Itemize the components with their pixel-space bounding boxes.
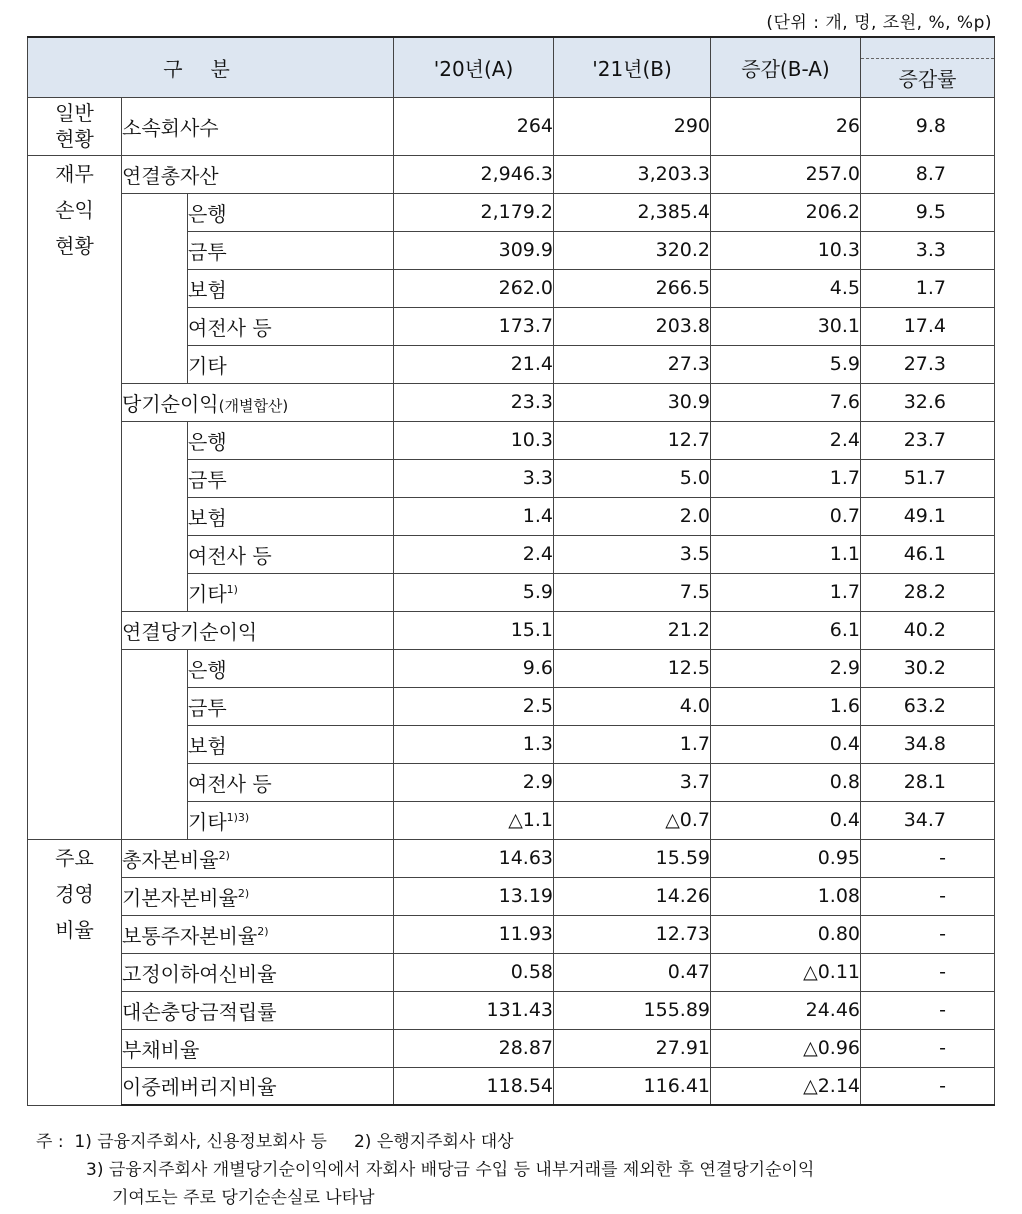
value-rate: - <box>861 839 995 877</box>
value-2021: 2,385.4 <box>554 193 711 231</box>
value-2020: 21.4 <box>394 345 554 383</box>
row-label: 대손충당금적립률 <box>122 991 394 1029</box>
value-rate: - <box>861 915 995 953</box>
row-label: 여전사 등 <box>188 307 394 345</box>
row-label: 보험 <box>188 269 394 307</box>
value-2020: 5.9 <box>394 573 554 611</box>
indent-spacer <box>122 193 188 383</box>
value-2021: 203.8 <box>554 307 711 345</box>
value-change: 26 <box>711 97 861 155</box>
value-2021: 2.0 <box>554 497 711 535</box>
footnote-ref: 2) <box>218 848 230 862</box>
value-2020: 264 <box>394 97 554 155</box>
value-2020: 0.58 <box>394 953 554 991</box>
value-2021: 7.5 <box>554 573 711 611</box>
unit-label: (단위 : 개, 명, 조원, %, %p) <box>766 13 992 33</box>
value-2021: 12.7 <box>554 421 711 459</box>
row-label: 은행 <box>188 649 394 687</box>
value-2021: 14.26 <box>554 877 711 915</box>
value-change: 0.4 <box>711 725 861 763</box>
section-general-line: 현황 <box>55 126 94 151</box>
table-row <box>28 991 995 1029</box>
value-rate: 1.7 <box>861 269 995 307</box>
value-2020: 1.4 <box>394 497 554 535</box>
value-2021: 4.0 <box>554 687 711 725</box>
row-label: 부채비율 <box>122 1029 394 1067</box>
row-label: 보험 <box>188 725 394 763</box>
row-label: 금투 <box>188 459 394 497</box>
table-row <box>28 1029 995 1067</box>
section-finance <box>28 155 122 839</box>
table-row <box>28 193 995 231</box>
row-label: 은행 <box>188 193 394 231</box>
value-rate: 51.7 <box>861 459 995 497</box>
table-row <box>28 839 995 877</box>
value-rate: - <box>861 991 995 1029</box>
section-ratios-line: 주요 <box>55 845 94 870</box>
value-2021: 15.59 <box>554 839 711 877</box>
footnote-ref: 1) <box>226 582 238 596</box>
financial-holding-table <box>27 36 995 1106</box>
value-2020: 10.3 <box>394 421 554 459</box>
table-row <box>28 383 995 421</box>
header-group: 구분 <box>28 37 394 97</box>
value-change: △2.14 <box>711 1067 861 1105</box>
value-2021: 12.73 <box>554 915 711 953</box>
value-2020: 173.7 <box>394 307 554 345</box>
section-finance-line: 현황 <box>55 233 94 258</box>
section-general-line: 일반 <box>55 100 94 125</box>
value-2021: 320.2 <box>554 231 711 269</box>
value-2020: 11.93 <box>394 915 554 953</box>
value-2020: 23.3 <box>394 383 554 421</box>
footnote-3-cont: 기여도는 주로 당기순손실로 나타남 <box>112 1188 375 1208</box>
value-2021: 3.7 <box>554 763 711 801</box>
row-label <box>122 915 394 953</box>
value-2021: 27.3 <box>554 345 711 383</box>
value-2020: 2.9 <box>394 763 554 801</box>
row-label <box>122 839 394 877</box>
row-label <box>188 801 394 839</box>
header-rate: 증감률 <box>861 58 994 97</box>
row-label: 보험 <box>188 497 394 535</box>
value-2020: 118.54 <box>394 1067 554 1105</box>
value-change: 1.1 <box>711 535 861 573</box>
value-2020: 2,179.2 <box>394 193 554 231</box>
row-label-text: 당기순이익 <box>122 391 219 416</box>
value-2020: 1.3 <box>394 725 554 763</box>
value-rate: - <box>861 1067 995 1105</box>
value-rate: 28.1 <box>861 763 995 801</box>
value-2020: 262.0 <box>394 269 554 307</box>
value-rate: 30.2 <box>861 649 995 687</box>
row-label: 소속회사수 <box>122 97 394 155</box>
value-change: 1.6 <box>711 687 861 725</box>
value-2020: 2.4 <box>394 535 554 573</box>
value-change: 6.1 <box>711 611 861 649</box>
table-row <box>28 97 995 155</box>
row-label-text: 총자본비율 <box>122 847 219 872</box>
footnote-prefix: 주 : <box>36 1132 64 1152</box>
value-rate: 27.3 <box>861 345 995 383</box>
value-change: 257.0 <box>711 155 861 193</box>
value-2020: 13.19 <box>394 877 554 915</box>
value-change: 5.9 <box>711 345 861 383</box>
indent-spacer <box>122 649 188 839</box>
value-change: 1.7 <box>711 573 861 611</box>
value-rate: 46.1 <box>861 535 995 573</box>
value-2020: 2,946.3 <box>394 155 554 193</box>
footnote-ref: 2) <box>257 924 269 938</box>
value-2021: 3.5 <box>554 535 711 573</box>
value-rate: 34.8 <box>861 725 995 763</box>
value-rate: 34.7 <box>861 801 995 839</box>
table-row <box>28 649 995 687</box>
value-change: 4.5 <box>711 269 861 307</box>
value-rate: 17.4 <box>861 307 995 345</box>
header-rate-cell <box>861 37 995 97</box>
footnote-ref: 2) <box>237 886 250 900</box>
value-change: 0.80 <box>711 915 861 953</box>
header-2021: '21년(B) <box>554 37 711 97</box>
footnotes <box>36 1128 814 1212</box>
section-general <box>28 97 122 155</box>
table-row <box>28 915 995 953</box>
value-2020: 28.87 <box>394 1029 554 1067</box>
value-rate: 32.6 <box>861 383 995 421</box>
row-label: 고정이하여신비율 <box>122 953 394 991</box>
row-label-text: 보통주자본비율 <box>122 923 258 948</box>
footnote-line <box>36 1128 814 1156</box>
value-2021: 27.91 <box>554 1029 711 1067</box>
value-rate: 9.8 <box>861 97 995 155</box>
row-label: 연결당기순이익 <box>122 611 394 649</box>
table-row <box>28 953 995 991</box>
row-label: 기타 <box>188 345 394 383</box>
value-2021: 30.9 <box>554 383 711 421</box>
row-label: 여전사 등 <box>188 535 394 573</box>
value-2020: 14.63 <box>394 839 554 877</box>
row-label: 여전사 등 <box>188 763 394 801</box>
row-label-text: 기타 <box>188 581 227 606</box>
table-row <box>28 421 995 459</box>
value-2020: 15.1 <box>394 611 554 649</box>
row-label-text: 기타 <box>188 809 227 834</box>
value-2021: 116.41 <box>554 1067 711 1105</box>
table-row <box>28 877 995 915</box>
value-rate: 49.1 <box>861 497 995 535</box>
section-ratios <box>28 839 122 1105</box>
value-rate: 9.5 <box>861 193 995 231</box>
value-2020: △1.1 <box>394 801 554 839</box>
value-2021: 1.7 <box>554 725 711 763</box>
value-change: 24.46 <box>711 991 861 1029</box>
table-row <box>28 611 995 649</box>
row-label: 금투 <box>188 687 394 725</box>
value-change: △0.11 <box>711 953 861 991</box>
value-change: △0.96 <box>711 1029 861 1067</box>
table-row <box>28 1067 995 1105</box>
table-row <box>28 155 995 193</box>
row-label: 금투 <box>188 231 394 269</box>
value-2021: 5.0 <box>554 459 711 497</box>
value-2021: 0.47 <box>554 953 711 991</box>
header-2020: '20년(A) <box>394 37 554 97</box>
value-change: 7.6 <box>711 383 861 421</box>
value-rate: 8.7 <box>861 155 995 193</box>
value-change: 0.7 <box>711 497 861 535</box>
row-label-note: (개별합산) <box>218 396 289 415</box>
value-change: 1.7 <box>711 459 861 497</box>
value-2020: 309.9 <box>394 231 554 269</box>
value-rate: 23.7 <box>861 421 995 459</box>
value-2021: △0.7 <box>554 801 711 839</box>
row-label: 이중레버리지비율 <box>122 1067 394 1105</box>
section-finance-line: 손익 <box>55 197 94 222</box>
value-2021: 3,203.3 <box>554 155 711 193</box>
row-label <box>122 383 394 421</box>
value-rate: 63.2 <box>861 687 995 725</box>
value-change: 2.9 <box>711 649 861 687</box>
value-change: 2.4 <box>711 421 861 459</box>
header-change: 증감(B-A) <box>711 37 861 97</box>
value-change: 1.08 <box>711 877 861 915</box>
value-rate: - <box>861 877 995 915</box>
value-2021: 12.5 <box>554 649 711 687</box>
row-label: 연결총자산 <box>122 155 394 193</box>
value-change: 206.2 <box>711 193 861 231</box>
row-label <box>122 877 394 915</box>
value-rate: - <box>861 1029 995 1067</box>
value-change: 30.1 <box>711 307 861 345</box>
value-2020: 9.6 <box>394 649 554 687</box>
footnote-ref: 1)3) <box>226 810 250 824</box>
footnote-1: 1) 금융지주회사, 신용정보회사 등 <box>74 1132 327 1152</box>
footnote-3: 3) 금융지주회사 개별당기순이익에서 자회사 배당금 수입 등 내부거래를 제외한 후 연결당기순이익 <box>86 1160 815 1180</box>
value-rate: - <box>861 953 995 991</box>
value-2021: 290 <box>554 97 711 155</box>
value-change: 10.3 <box>711 231 861 269</box>
section-ratios-line: 비율 <box>55 917 94 942</box>
value-2021: 266.5 <box>554 269 711 307</box>
row-label <box>188 573 394 611</box>
indent-spacer <box>122 421 188 611</box>
footnote-2: 2) 은행지주회사 대상 <box>353 1132 514 1152</box>
row-label-text: 기본자본비율 <box>122 885 238 910</box>
section-ratios-line: 경영 <box>55 881 94 906</box>
header-row <box>28 37 995 97</box>
value-rate: 3.3 <box>861 231 995 269</box>
value-change: 0.95 <box>711 839 861 877</box>
value-2020: 2.5 <box>394 687 554 725</box>
value-rate: 40.2 <box>861 611 995 649</box>
value-2021: 155.89 <box>554 991 711 1029</box>
value-2021: 21.2 <box>554 611 711 649</box>
value-2020: 131.43 <box>394 991 554 1029</box>
value-change: 0.4 <box>711 801 861 839</box>
section-finance-line: 재무 <box>55 161 94 186</box>
row-label: 은행 <box>188 421 394 459</box>
value-2020: 3.3 <box>394 459 554 497</box>
value-rate: 28.2 <box>861 573 995 611</box>
value-change: 0.8 <box>711 763 861 801</box>
